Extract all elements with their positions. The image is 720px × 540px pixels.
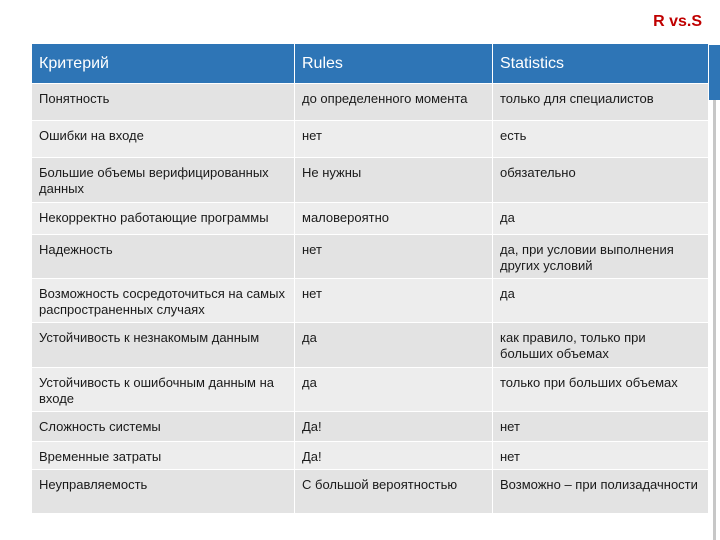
statistics-cell: нет (493, 442, 709, 470)
table-row (32, 412, 709, 442)
criterion-cell: Неуправляемость (32, 470, 295, 514)
accent-bar (708, 45, 720, 100)
rules-cell: Да! (295, 412, 493, 442)
criterion-cell: Сложность системы (32, 412, 295, 442)
statistics-cell: обязательно (493, 158, 709, 203)
statistics-cell: только для специалистов (493, 84, 709, 121)
table-row (32, 84, 709, 121)
header-statistics: Statistics (493, 44, 709, 84)
table-row (32, 442, 709, 470)
criterion-cell: Большие объемы верифицированных данных (32, 158, 295, 203)
rules-cell: нет (295, 279, 493, 323)
statistics-cell: да (493, 279, 709, 323)
slide-title: R vs.S (653, 13, 702, 30)
rules-cell: до определенного момента (295, 84, 493, 121)
criterion-cell: Устойчивость к ошибочным данным на входе (32, 368, 295, 412)
header-criterion: Критерий (32, 44, 295, 84)
rules-cell: да (295, 368, 493, 412)
table-row (32, 203, 709, 235)
criterion-cell: Ошибки на входе (32, 121, 295, 158)
table-row (32, 279, 709, 323)
statistics-cell: как правило, только при больших объемах (493, 323, 709, 368)
rules-cell: С большой вероятностью (295, 470, 493, 514)
table-row (32, 368, 709, 412)
criterion-cell: Устойчивость к незнакомым данным (32, 323, 295, 368)
table-row (32, 470, 709, 514)
table-row (32, 121, 709, 158)
statistics-cell: нет (493, 412, 709, 442)
statistics-cell: есть (493, 121, 709, 158)
statistics-cell: Возможно – при полизадачности (493, 470, 709, 514)
rules-cell: Не нужны (295, 158, 493, 203)
table-row (32, 323, 709, 368)
criterion-cell: Возможность сосредоточиться на самых распространенных случаях (32, 279, 295, 323)
header-row (32, 44, 709, 84)
criterion-cell: Временные затраты (32, 442, 295, 470)
criterion-cell: Надежность (32, 235, 295, 279)
rules-cell: нет (295, 235, 493, 279)
statistics-cell: да (493, 203, 709, 235)
criterion-cell: Понятность (32, 84, 295, 121)
criterion-cell: Некорректно работающие программы (32, 203, 295, 235)
statistics-cell: только при больших объемах (493, 368, 709, 412)
rules-cell: нет (295, 121, 493, 158)
rules-cell: Да! (295, 442, 493, 470)
header-rules: Rules (295, 44, 493, 84)
table-row (32, 158, 709, 203)
rules-cell: да (295, 323, 493, 368)
side-divider (713, 100, 716, 540)
rules-cell: маловероятно (295, 203, 493, 235)
table-row (32, 235, 709, 279)
statistics-cell: да, при условии выполнения других условий (493, 235, 709, 279)
comparison-table (31, 43, 709, 514)
